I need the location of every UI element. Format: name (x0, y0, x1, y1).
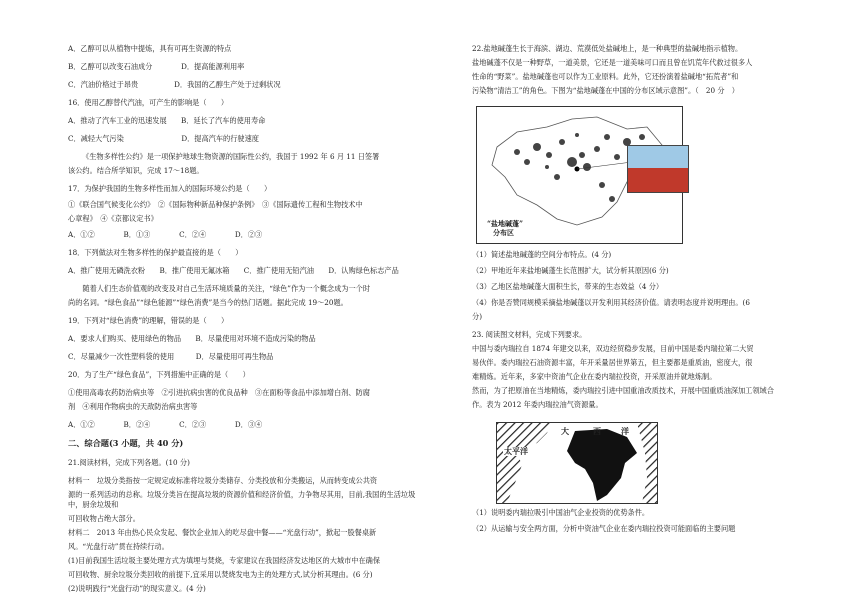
q22-sub3: （3）乙地区盐地碱蓬大面积生长，带来的生态效益（4 分） (472, 282, 664, 291)
passage-17-line2: 该公约。结合所学知识，完成 17～18题。 (68, 166, 204, 175)
q19-options-ab: A．要求人们购买、使用绿色的物品 B．尽量使用对环境不造成污染的物品 (68, 334, 316, 343)
q21-material2-line2: 风。“光盘行动”贯在持续行动。 (68, 542, 169, 551)
map2-label-yang: 洋 (621, 426, 629, 436)
map2-label-da: 大 (561, 426, 569, 436)
map2-label-pacific: 太平洋 (504, 446, 528, 456)
q22-intro-line3: 性命的“野菜”。盐地碱蓬也可以作为工业原料。此外，它还扮演着盐碱地“拓荒者”和 (472, 72, 739, 81)
q22-sub2: （2）甲地近年来盐地碱蓬生长范围扩大，试分析其原因(6 分) (472, 266, 669, 275)
q16-options-cd: C．减轻大气污染 D．提高汽车的行驶速度 (68, 134, 259, 143)
q17-items-line1: ①《联合国气候变化公约》 ②《国际物种新品种保护条例》 ③《国际遗传工程和生物技术中 (68, 200, 363, 209)
inset-red-field (628, 168, 688, 192)
q15-option-b: B．乙醇可以改变石油成分 D．提高能源利用率 (68, 62, 245, 71)
inset-sky (628, 146, 688, 168)
q22-intro-line2: 盐地碱蓬不仅是一种野草，一道美景，它还是一道美味可口而且曾在饥荒年代救过很多人 (472, 58, 753, 67)
africa-map-graphic (497, 423, 657, 503)
q21-sub2: (2)说明践行“光盘行动”的现实意义。(4 分) (68, 584, 206, 593)
q20-items-line2: 剂 ④利用作物病虫的天敌防治病虫害等 (68, 402, 198, 411)
map-caption-line1: “盐地碱蓬” (487, 219, 524, 228)
passage-17-line1: 《生物多样性公约》是一项保护地球生物资源的国际性公约，我国于 1992 年 6 月 11 日签署 (82, 152, 380, 161)
q21-material1-line3: 可回收物占绝大部分。 (68, 514, 140, 523)
q23-material-line5: 作。表为 2012 年委内瑞拉油气资源量。 (472, 400, 603, 409)
passage-19-line1: 随着人们生态价值观的改变及对自己生活环境质量的关注，“绿色”作为一个概念成为一个时 (68, 284, 371, 293)
q21-material2-line1: 材料二 2013 年由热心民众发起、餐饮企业加入的吃尽盘中餐——“光盘行动”，掀起一股餐桌新 (68, 528, 377, 537)
q21-material1-line2: 源的一系列活动的总称。垃圾分类旨在提高垃圾的资源价值和经济价值，力争物尽其用，目前,我国的生活垃圾中，厨余垃圾和 (68, 490, 416, 509)
q22-intro-line4: 污染物“清洁工”的角色。下图为“盐地碱蓬在中国的分布区域示意图”。（ 20 分 ） (472, 86, 739, 95)
q22-sub4-line2: 分) (472, 312, 482, 321)
q21-sub1-line2: 可回收物、厨余垃圾分类回收的前提下,宜采用以焚烧发电为主的处理方式,试分析其理由。(6 分) (68, 570, 373, 579)
q18-options: A．推广使用无磷洗衣粉 B．推广使用无氟冰箱 C．推广使用无铅汽油 D．认购绿色标志产品 (68, 266, 399, 275)
q23-sub2: （2）从运输与安全两方面，分析中资油气企业在委内瑞拉投资可能面临的主要问题 (472, 524, 736, 533)
china-distribution-map (476, 106, 683, 244)
q20-options: A．①② B．②④ C．②③ D．③④ (68, 420, 263, 429)
map-caption-line2: 分布区 (493, 228, 514, 237)
saltwort-photo-inset (627, 145, 689, 193)
q20-items-line1: ①使用高毒农药防治病虫等 ②引进抗病虫害的优良品种 ③在面粉等食品中添加增白剂、防腐 (68, 388, 370, 397)
q17-stem: 17．为保护我国的生物多样性而加入的国际环境公约是（ ） (68, 184, 272, 193)
map2-label-xi: 西 (593, 426, 601, 436)
q15-option-a: A．乙醇可以从植物中提炼，具有可再生资源的特点 (68, 44, 232, 53)
passage-19-line2: 尚的名词。“绿色食品”“绿色能源”“绿色消费”是当今的热门话题。据此完成 19～20题。 (68, 298, 348, 307)
q17-options: A．①② B．①③ C．②④ D．②③ (68, 230, 263, 239)
q23-sub1: （1）说明委内瑞拉吸引中国油气企业投资的优势条件。 (472, 508, 650, 517)
q22-intro-line1: 22.盐地碱蓬生长于海滨、湖边、荒漠低处盐碱地上，是一种典型的盐碱地指示植物。 (472, 44, 743, 53)
q23-material-line2: 易伙伴。委内瑞拉石油资源丰富，年开采量居世界第五，但主要都是重质油，密度大，很 (472, 358, 753, 367)
q22-sub4-line1: （4）你是否赞同规模采摘盐地碱蓬以开发利用其经济价值。请表明态度并说明理由。(6 (472, 298, 750, 307)
q21-material1-line1: 材料一 垃圾分类指按一定规定或标准将垃圾分类储存、分类投放和分类搬运，从而转变成公共资 (68, 476, 378, 485)
q23-material-line1: 中国与委内瑞拉自 1874 年建交以来，双边经贸稳步发展，目前中国是委内瑞拉第二大贸 (472, 344, 754, 353)
q17-items-line2: 心章程》 ④《京都议定书》 (68, 214, 158, 223)
q19-stem: 19．下列对“绿色消费”的理解，错误的是（ ） (68, 316, 229, 325)
q20-stem: 20．为了生产“绿色食品”，下列措施中正确的是（ ） (68, 370, 250, 379)
section-title: 二、综合题(3 小题，共 40 分) (68, 438, 184, 448)
q19-options-cd: C．尽量减少一次性塑料袋的使用 D．尽量使用可再生物品 (68, 352, 274, 361)
q23-material-line4: 然而，为了把原油在当地精炼，委内瑞拉引进中国重油改质技术，开展中国重质油深加工领域合 (472, 386, 774, 395)
q23-material-line3: 难精炼。近年来，多家中资油气企业在委内瑞拉投资，开采原油并就地炼制。 (472, 372, 717, 381)
africa-map (496, 422, 658, 504)
q16-options-ab: A．推动了汽车工业的迅速发展 B．延长了汽车的使用寿命 (68, 116, 266, 125)
q18-stem: 18．下列做法对生物多样性的保护最直接的是（ ） (68, 248, 243, 257)
q22-sub1: （1）简述盐地碱蓬的空间分布特点。(4 分) (472, 250, 612, 259)
q23-stem: 23. 阅读图文材料，完成下列要求。 (472, 330, 587, 339)
q15-option-c: C．汽油价格过于昂贵 D．我国的乙醇生产处于过剩状况 (68, 80, 281, 89)
q21-stem: 21.阅读材料，完成下列各题。(10 分) (68, 458, 190, 467)
q16-stem: 16．使用乙醇替代汽油，可产生的影响是（ ） (68, 98, 229, 107)
q21-sub1-line1: (1)目前我国生活垃圾主要处理方式为填埋与焚烧，专家建议在我国经济发达地区的大城市中在确保 (68, 556, 381, 565)
